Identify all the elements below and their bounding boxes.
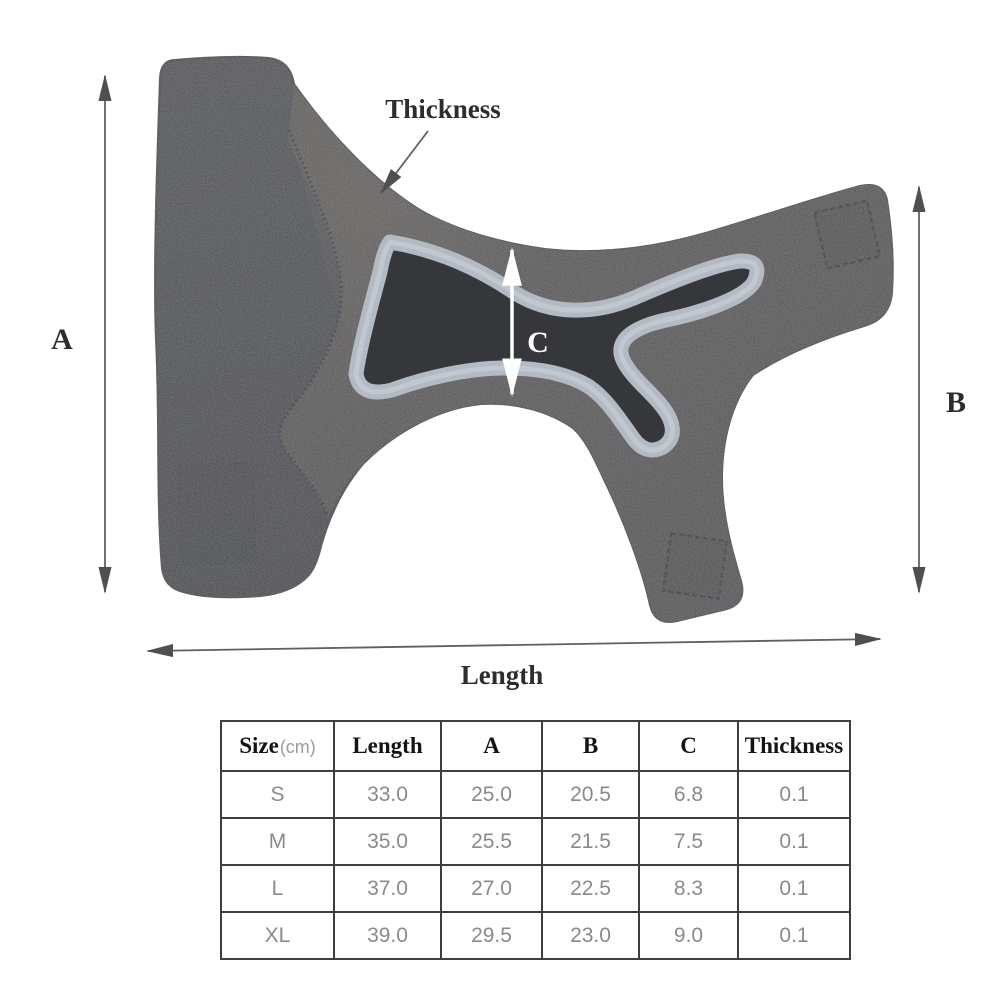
thickness-pointer-arrow xyxy=(381,131,428,193)
cell-c: 6.8 xyxy=(639,771,738,818)
table-row-xl xyxy=(221,912,850,959)
header-size-unit: (cm) xyxy=(279,737,316,757)
cell-a: 29.5 xyxy=(441,912,542,959)
cell-size: S xyxy=(221,771,334,818)
cell-a: 25.0 xyxy=(441,771,542,818)
cell-length: 33.0 xyxy=(334,771,441,818)
velcro-patch-lower-leg xyxy=(663,533,727,598)
cell-a: 27.0 xyxy=(441,865,542,912)
cell-b: 21.5 xyxy=(542,818,639,865)
table-row-m xyxy=(221,818,850,865)
cell-b: 23.0 xyxy=(542,912,639,959)
table-row-s xyxy=(221,771,850,818)
cell-thickness: 0.1 xyxy=(738,771,850,818)
cell-size: L xyxy=(221,865,334,912)
cell-size: XL xyxy=(221,912,334,959)
dimension-arrow-length xyxy=(148,639,880,651)
table-row-l xyxy=(221,865,850,912)
cell-c: 9.0 xyxy=(639,912,738,959)
velcro-patch-left-strap xyxy=(178,463,255,566)
cell-size: M xyxy=(221,818,334,865)
dimension-label-length: Length xyxy=(460,660,544,690)
dimension-label-a: A xyxy=(51,323,73,356)
header-b: B xyxy=(542,721,639,771)
cell-c: 7.5 xyxy=(639,818,738,865)
cell-thickness: 0.1 xyxy=(738,818,850,865)
dimension-label-c: C xyxy=(527,326,549,359)
cell-length: 37.0 xyxy=(334,865,441,912)
cell-thickness: 0.1 xyxy=(738,865,850,912)
cell-a: 25.5 xyxy=(441,818,542,865)
header-c: C xyxy=(639,721,738,771)
cell-thickness: 0.1 xyxy=(738,912,850,959)
header-size xyxy=(221,721,334,771)
header-size-label: Size xyxy=(239,733,279,758)
header-a: A xyxy=(441,721,542,771)
cell-length: 35.0 xyxy=(334,818,441,865)
dimension-label-b: B xyxy=(945,386,967,419)
cell-b: 20.5 xyxy=(542,771,639,818)
cell-c: 8.3 xyxy=(639,865,738,912)
cell-length: 39.0 xyxy=(334,912,441,959)
size-chart-table xyxy=(220,720,851,960)
header-length: Length xyxy=(334,721,441,771)
dimension-label-thickness: Thickness xyxy=(385,94,501,124)
size-chart-header-row xyxy=(221,721,850,771)
header-thickness: Thickness xyxy=(738,721,850,771)
cell-b: 22.5 xyxy=(542,865,639,912)
